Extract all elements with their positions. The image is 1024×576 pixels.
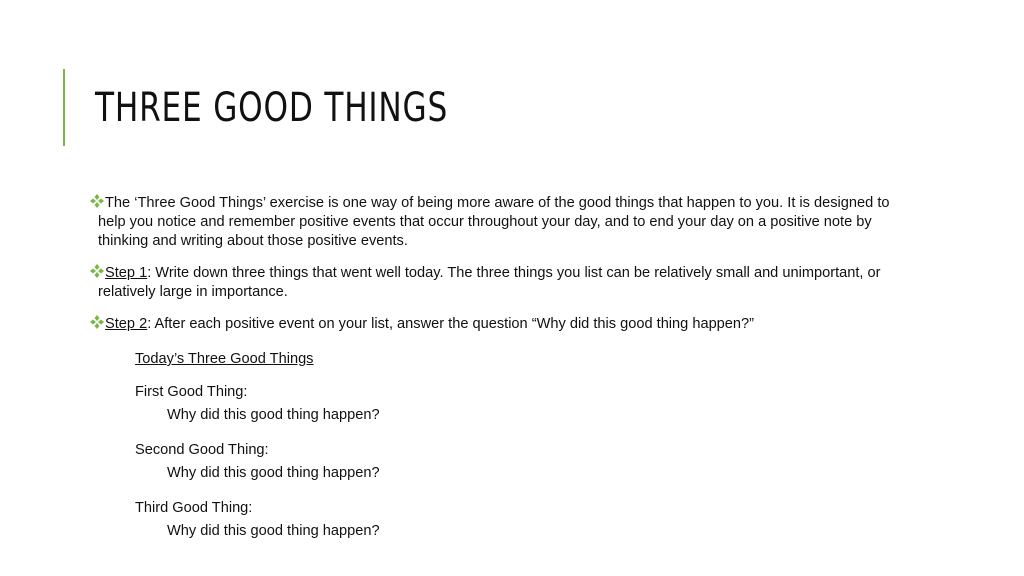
step-2-description: : After each positive event on your list, answer the question “Why did this good thing happen?” bbox=[147, 316, 755, 332]
step-1-label: Step 1 bbox=[105, 265, 148, 281]
bullet-step-2 bbox=[90, 315, 900, 334]
step-1-description: : Write down three things that went well today. The three things you list can be relatively small and unimportant, or relatively large in importance. bbox=[98, 265, 881, 300]
bullet-step-2-text bbox=[98, 315, 900, 334]
four-diamond-bullet-icon bbox=[90, 194, 104, 208]
item-3-label: Third Good Thing: bbox=[135, 500, 253, 516]
slide-body bbox=[90, 194, 900, 347]
item-2-label: Second Good Thing: bbox=[135, 442, 269, 458]
bullet-step-1-text bbox=[98, 264, 900, 302]
four-diamond-bullet-icon bbox=[90, 315, 104, 329]
item-3-question: Why did this good thing happen? bbox=[167, 523, 380, 539]
bullet-step-1 bbox=[90, 264, 900, 302]
title-accent-bar bbox=[63, 69, 65, 146]
item-2-question: Why did this good thing happen? bbox=[167, 465, 380, 481]
item-1-question: Why did this good thing happen? bbox=[167, 407, 380, 423]
item-1-label: First Good Thing: bbox=[135, 384, 248, 400]
four-diamond-bullet-icon bbox=[90, 264, 104, 278]
bullet-intro bbox=[90, 194, 900, 251]
slide-title: THREE GOOD THINGS bbox=[95, 85, 449, 131]
step-2-label: Step 2 bbox=[105, 316, 148, 332]
list-heading: Today’s Three Good Things bbox=[135, 351, 314, 367]
bullet-intro-text: The ‘Three Good Things’ exercise is one way of being more aware of the good things that happen to you. It is designed to help you notice and remember positive events that occur throughout your day, and to end your day on a positive note by thinking and writing about those positive events. bbox=[98, 195, 890, 249]
